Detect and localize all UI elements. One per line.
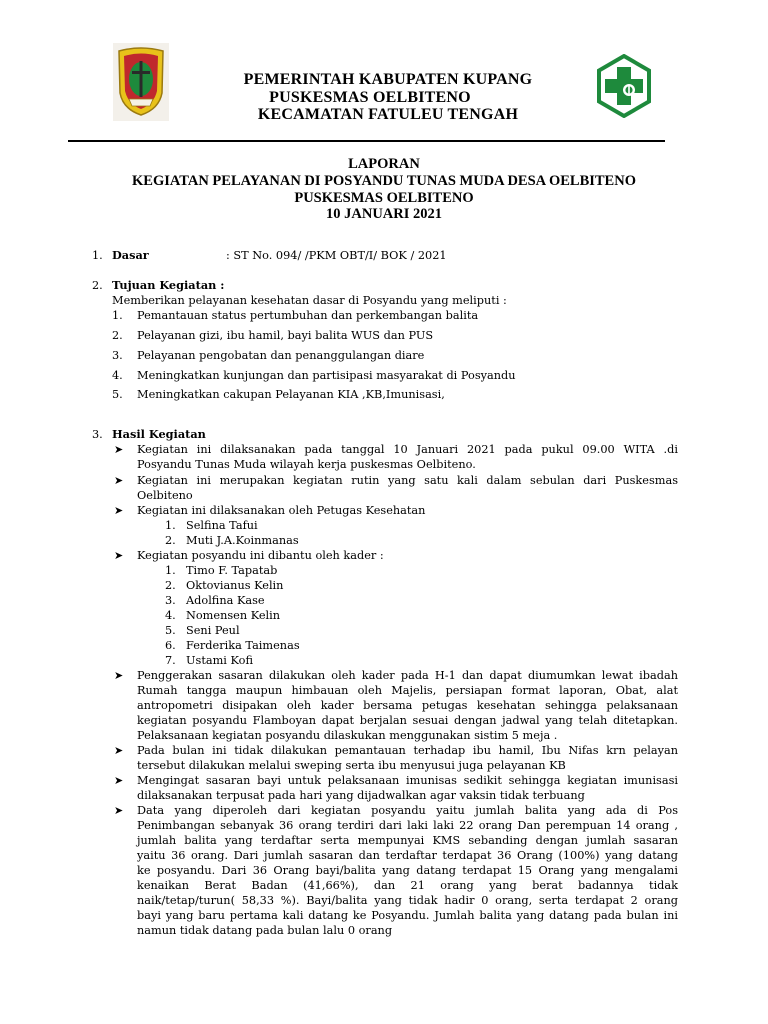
arrow-bullet-icon: ➤ bbox=[114, 804, 124, 817]
section-3-label: Hasil Kegiatan bbox=[112, 427, 206, 441]
section-1-number: 1. bbox=[92, 249, 103, 262]
bullet-line: Kegiatan ini dilaksanakan oleh Petugas Kesehatan bbox=[137, 504, 426, 517]
list-item-number: 4. bbox=[165, 609, 176, 622]
bullet-line: jumlah balita yang terdaftar serta mempunyai KMS sebanding dengan jumlah sasaran bbox=[137, 834, 678, 847]
list-item: Ferderika Taimenas bbox=[186, 639, 300, 652]
list-item-number: 1. bbox=[112, 309, 123, 322]
bullet-line: Penggerakan sasaran dilakukan oleh kader pada H-1 dan dapat diumumkan lewat ibadah bbox=[137, 669, 678, 682]
bullet-line: Kegiatan ini dilaksanakan pada tanggal 10 Januari 2021 pada pukul 09.00 WITA .di bbox=[137, 443, 678, 456]
bullet-line: Oelbiteno bbox=[137, 489, 193, 502]
bullet-line: naik/tetap/turun( 58,33 %). Bayi/balita yang tidak hadir 0 orang, serta terdapat 2 orang bbox=[137, 894, 678, 907]
section-3-number: 3. bbox=[92, 428, 103, 441]
header-divider bbox=[68, 140, 665, 142]
arrow-bullet-icon: ➤ bbox=[114, 474, 124, 487]
list-item: Muti J.A.Koinmanas bbox=[186, 534, 299, 547]
report-facility: PUSKESMAS OELBITENO bbox=[294, 190, 474, 206]
list-item: Pelayanan pengobatan dan penanggulangan diare bbox=[137, 349, 425, 362]
section-1-value: : ST No. 094/ /PKM OBT/I/ BOK / 2021 bbox=[226, 249, 447, 262]
list-item-number: 1. bbox=[165, 564, 176, 577]
list-item: Selfina Tafui bbox=[186, 519, 258, 532]
list-item-number: 3. bbox=[112, 349, 123, 362]
report-date: 10 JANUARI 2021 bbox=[326, 206, 442, 222]
bullet-line: Data yang diperoleh dari kegiatan posyandu yaitu jumlah balita yang ada di Pos bbox=[137, 804, 678, 817]
list-item-number: 1. bbox=[165, 519, 176, 532]
arrow-bullet-icon: ➤ bbox=[114, 549, 124, 562]
list-item: Ustami Kofi bbox=[186, 654, 253, 667]
report-subtitle: KEGIATAN PELAYANAN DI POSYANDU TUNAS MUDA DESA OELBITENO bbox=[132, 173, 636, 189]
arrow-bullet-icon: ➤ bbox=[114, 443, 124, 456]
bullet-line: Posyandu Tunas Muda wilayah kerja puskesmas Oelbiteno. bbox=[137, 458, 476, 471]
bullet-line: Pelaksanaan kegiatan posyandu dilaskukan menggunakan sistim 5 meja . bbox=[137, 729, 558, 742]
list-item: Adolfina Kase bbox=[186, 594, 265, 607]
bullet-line: Penimbangan sebanyak 36 orang terdiri dari laki laki 22 orang Dan perempuan 14 orang , bbox=[137, 819, 678, 832]
list-item-number: 7. bbox=[165, 654, 176, 667]
bullet-line: Pada bulan ini tidak dilakukan pemantauan terhadap ibu hamil, Ibu Nifas krn pelayan bbox=[137, 744, 678, 757]
bullet-line: bayi yang baru pertama kali datang ke Posyandu. Jumlah balita yang datang pada bulan ini bbox=[137, 909, 678, 922]
section-2-label: Tujuan Kegiatan : bbox=[112, 278, 225, 292]
bullet-line: tersebut dilakukan melalui sweping serta ibu menyusui juga pelayanan KB bbox=[137, 759, 566, 772]
list-item: Oktovianus Kelin bbox=[186, 579, 284, 592]
bullet-line: kegiatan posyandu Flamboyan dapat berjalan sesuai dengan jadwal yang telah ditetapkan. bbox=[137, 714, 678, 727]
header-line-3: KECAMATAN FATULEU TENGAH bbox=[257, 106, 519, 123]
list-item-number: 3. bbox=[165, 594, 176, 607]
report-title: LAPORAN bbox=[348, 156, 420, 172]
list-item: Meningkatkan cakupan Pelayanan KIA ,KB,Imunisasi, bbox=[137, 388, 445, 401]
list-item-number: 4. bbox=[112, 369, 123, 382]
list-item-number: 6. bbox=[165, 639, 176, 652]
bullet-line: Kegiatan posyandu ini dibantu oleh kader : bbox=[137, 549, 384, 562]
list-item-number: 5. bbox=[165, 624, 176, 637]
list-item: Meningkatkan kunjungan dan partisipasi masyarakat di Posyandu bbox=[137, 369, 516, 382]
bullet-line: Mengingat sasaran bayi untuk pelaksanaan imunisas sedikit sehingga kegiatan imunisasi bbox=[137, 774, 678, 787]
list-item: Timo F. Tapatab bbox=[186, 564, 278, 577]
list-item: Seni Peul bbox=[186, 624, 240, 637]
arrow-bullet-icon: ➤ bbox=[114, 744, 124, 757]
list-item-number: 2. bbox=[165, 579, 176, 592]
list-item-number: 2. bbox=[165, 534, 176, 547]
list-item: Pelayanan gizi, ibu hamil, bayi balita WUS dan PUS bbox=[137, 329, 434, 342]
bullet-line: antropometri disipakan oleh kader bersama petugas kesehatan sehingga pelaksanaan bbox=[137, 699, 678, 712]
bullet-line: Kegiatan ini merupakan kegiatan rutin yang satu kali dalam sebulan dari Puskesmas bbox=[137, 474, 678, 487]
arrow-bullet-icon: ➤ bbox=[114, 504, 124, 517]
bullet-line: kenaikan Berat Badan (41,66%), dan 21 orang yang berat badannya tidak bbox=[137, 879, 678, 892]
arrow-bullet-icon: ➤ bbox=[114, 774, 124, 787]
bullet-line: yaitu 36 orang. Dari jumlah sasaran dan terdaftar terdapat 36 Orang (100%) yang datang bbox=[137, 849, 678, 862]
header-line-2: PUSKESMAS OELBITENO bbox=[269, 89, 471, 106]
arrow-bullet-icon: ➤ bbox=[114, 669, 124, 682]
section-2-number: 2. bbox=[92, 279, 103, 292]
bullet-line: dilaksanakan terpusat pada hari yang dijadwalkan agar vaksin tidak terbuang bbox=[137, 789, 585, 802]
list-item: Nomensen Kelin bbox=[186, 609, 281, 622]
bullet-line: Rumah tangga maupun himbauan oleh Majelis, persiapan format laporan, Obat, alat bbox=[137, 684, 678, 697]
bullet-line: namun tidak datang pada bulan lalu 0 orang bbox=[137, 924, 393, 937]
list-item-number: 5. bbox=[112, 388, 123, 401]
section-1-label: Dasar bbox=[112, 248, 149, 262]
section-2-intro: Memberikan pelayanan kesehatan dasar di Posyandu yang meliputi : bbox=[112, 294, 507, 307]
list-item: Pemantauan status pertumbuhan dan perkembangan balita bbox=[137, 309, 479, 322]
header-line-1: PEMERINTAH KABUPATEN KUPANG bbox=[243, 71, 533, 88]
list-item-number: 2. bbox=[112, 329, 123, 342]
bullet-line: ke posyandu. Dari 36 Orang bayi/balita yang datang terdapat 15 Orang yang mengalami bbox=[137, 864, 678, 877]
